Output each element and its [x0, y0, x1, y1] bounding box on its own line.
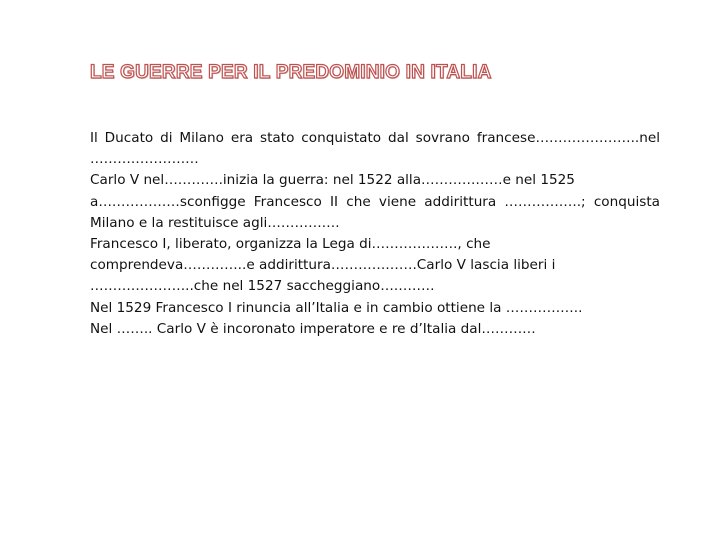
paragraph-line-4: a………………sconfigge Francesco II che viene addirittura ……………..; conquista: [90, 193, 660, 210]
slide-title: LE GUERRE PER IL PREDOMINIO IN ITALIA: [90, 62, 492, 83]
paragraph-line-8: …………………..che nel 1527 saccheggiano…………: [90, 278, 435, 295]
paragraph-line-5: Milano e la restituisce agli…………….: [90, 214, 340, 231]
paragraph-line-10: Nel …….. Carlo V è incoronato imperatore e re d’Italia dal…………: [90, 320, 536, 337]
exercise-paragraph: [90, 128, 680, 340]
paragraph-line-6: Francesco I, liberato, organizza la Lega di………………., che: [90, 236, 491, 253]
paragraph-line-9: Nel 1529 Francesco I rinuncia all’Italia e in cambio ottiene la ……………..: [90, 299, 583, 316]
paragraph-line-1: Il Ducato di Milano era stato conquistato dal sovrano francese…………………..nel: [90, 130, 660, 146]
paragraph-line-3: Carlo V nel………….inizia la guerra: nel 1522 alla………………e nel 1525: [90, 172, 575, 189]
paragraph-line-2: ……………………: [90, 151, 199, 168]
paragraph-line-7: comprendeva…………..e addirittura……………….Carlo V lascia liberi i: [90, 257, 556, 274]
